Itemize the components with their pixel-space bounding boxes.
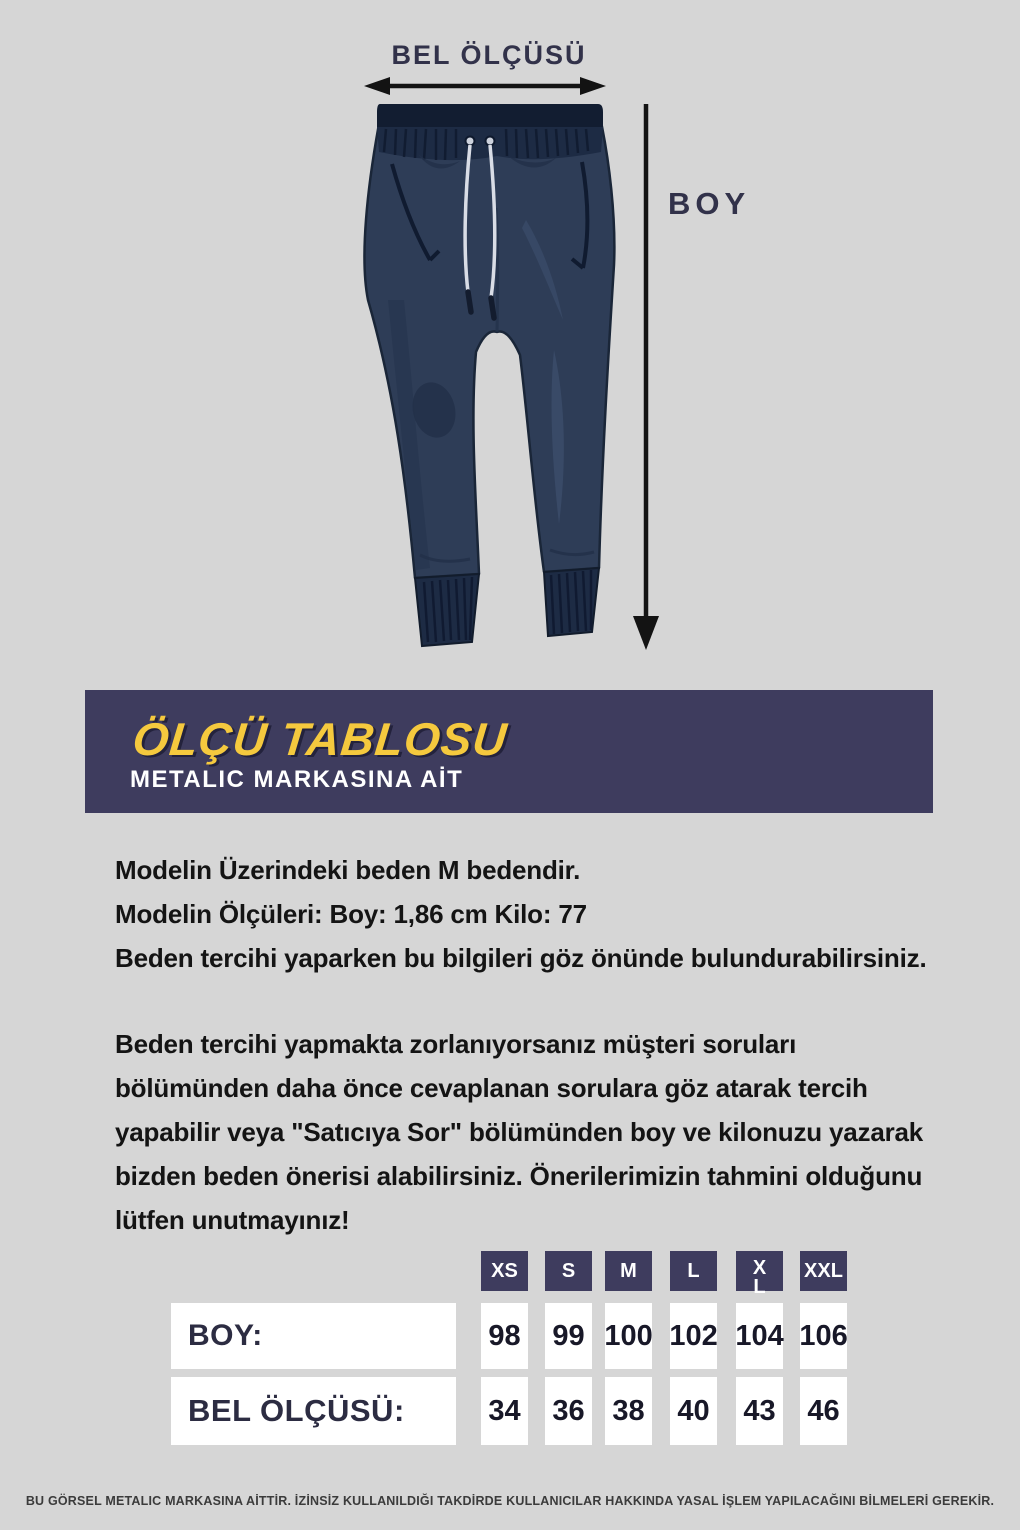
size-header-xl bbox=[736, 1251, 783, 1298]
size-header-xxl: XXL bbox=[800, 1251, 847, 1291]
pants-illustration bbox=[358, 100, 620, 648]
advice-line: bizden beden önerisi alabilirsiniz. Önerilerimizin tahmini olduğunu bbox=[115, 1161, 923, 1191]
banner-subtitle: METALIC MARKASINA AİT bbox=[130, 766, 464, 793]
size-table-banner bbox=[85, 690, 933, 813]
bel-value-xl: 43 bbox=[736, 1377, 783, 1445]
size-header-s: S bbox=[545, 1251, 592, 1291]
size-header-xs: XS bbox=[481, 1251, 528, 1291]
model-info-line: Modelin Üzerindeki beden M bedendir. bbox=[115, 855, 581, 885]
row-label-boy: BOY: bbox=[171, 1303, 456, 1369]
boy-value-l: 102 bbox=[670, 1303, 717, 1369]
advice-line: Beden tercihi yapmakta zorlanıyorsanız müşteri soruları bbox=[115, 1029, 797, 1059]
boy-value-xxl: 106 bbox=[800, 1303, 847, 1369]
model-info-paragraph bbox=[115, 848, 926, 980]
boy-value-xl: 104 bbox=[736, 1303, 783, 1369]
boy-value-m: 100 bbox=[605, 1303, 652, 1369]
bel-value-s: 36 bbox=[545, 1377, 592, 1445]
size-header-m: M bbox=[605, 1251, 652, 1291]
waist-measure-label: BEL ÖLÇÜSÜ bbox=[391, 40, 587, 70]
advice-line: yapabilir veya "Satıcıya Sor" bölümünden boy ve kilonuzu yazarak bbox=[115, 1117, 924, 1147]
brand-disclaimer: BU GÖRSEL METALIC MARKASINA AİTTİR. İZİNSİZ KULLANILDIĞI TAKDİRDE KULLANICILAR HAKKINDA YASAL İŞLEM YAPILACAĞINI BİLMELERİ GEREKİR. bbox=[25, 1494, 995, 1508]
advice-line: lütfen unutmayınız! bbox=[115, 1205, 350, 1235]
bel-value-xs: 34 bbox=[481, 1377, 528, 1445]
row-label-bel-olcusu: BEL ÖLÇÜSÜ: bbox=[171, 1377, 456, 1445]
waist-arrow-icon bbox=[360, 74, 610, 98]
length-arrow-icon bbox=[630, 100, 662, 652]
size-header-l: L bbox=[670, 1251, 717, 1291]
banner-title: ÖLÇÜ TABLOSU bbox=[130, 713, 510, 765]
bel-value-l: 40 bbox=[670, 1377, 717, 1445]
model-info-line: Beden tercihi yaparken bu bilgileri göz önünde bulundurabilirsiniz. bbox=[115, 943, 927, 973]
size-header-xl-bottom: L bbox=[753, 1276, 766, 1298]
bel-value-xxl: 46 bbox=[800, 1377, 847, 1445]
boy-value-xs: 98 bbox=[481, 1303, 528, 1369]
advice-line: bölümünden daha önce cevaplanan sorulara göz atarak tercih bbox=[115, 1073, 868, 1103]
bel-value-m: 38 bbox=[605, 1377, 652, 1445]
size-advice-paragraph bbox=[115, 1022, 923, 1242]
length-measure-label: BOY bbox=[668, 186, 751, 221]
size-header-xl-top: X bbox=[752, 1257, 767, 1279]
model-info-line: Modelin Ölçüleri: Boy: 1,86 cm Kilo: 77 bbox=[115, 899, 587, 929]
boy-value-s: 99 bbox=[545, 1303, 592, 1369]
